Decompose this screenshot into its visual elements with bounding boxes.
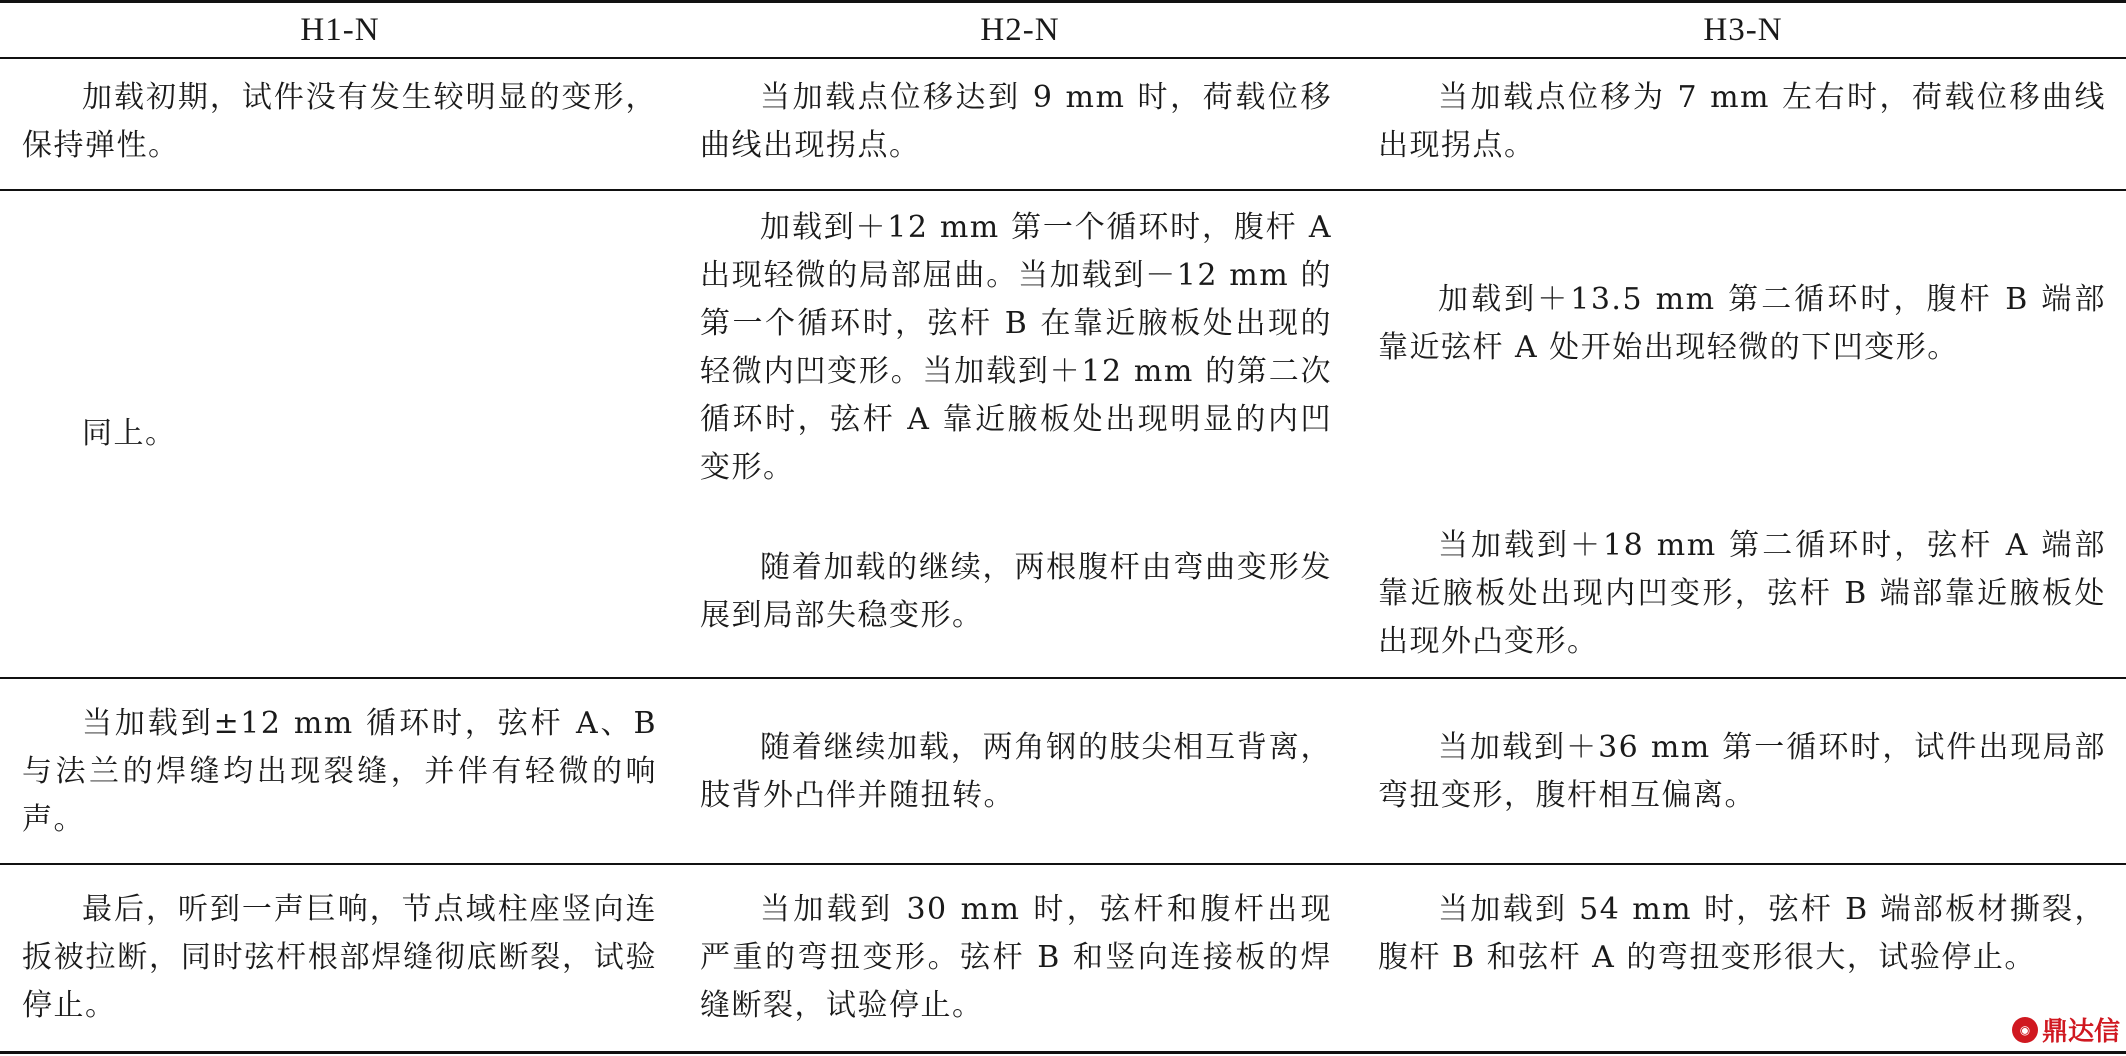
cell-paragraph: 加载到＋12 mm 第一个循环时，腹杆 A 出现轻微的局部屈曲。当加载到－12 mm 的第一个循环时，弦杆 B 在靠近腋板处出现的轻微内凹变形。当加载到＋12 mm 的第二次循环时，弦杆 A 靠近腋板处出现明显的内凹变形。 [700, 210, 1332, 485]
cell-paragraph: 当加载到±12 mm 循环时，弦杆 A、B 与法兰的焊缝均出现裂缝，并伴有轻微的响声。 [22, 706, 657, 837]
cell-paragraph: 当加载点位移为 7 mm 左右时，荷载位移曲线出现拐点。 [1378, 80, 2106, 163]
table-cell [700, 74, 1332, 170]
cell-paragraph: 随着加载的继续，两根腹杆由弯曲变形发展到局部失稳变形。 [700, 550, 1332, 633]
table-cell [700, 886, 1332, 1030]
cell-paragraph: 当加载到 30 mm 时，弦杆和腹杆出现严重的弯扭变形。弦杆 B 和竖向连接板的焊缝断裂，试验停止。 [700, 892, 1332, 1023]
column-header-h1: H1-N [300, 12, 380, 48]
watermark-logo [2012, 1011, 2120, 1048]
table-cell [1378, 276, 2106, 372]
column-header-h2: H2-N [980, 12, 1060, 48]
table-cell [700, 204, 1332, 492]
row-divider [0, 189, 2126, 191]
table-top-rule [0, 0, 2126, 3]
table-bottom-rule [0, 1051, 2126, 1054]
table-cell [1378, 886, 2106, 982]
cell-paragraph: 加载初期，试件没有发生较明显的变形，保持弹性。 [22, 80, 657, 163]
table-cell [22, 410, 657, 458]
cell-paragraph: 同上。 [82, 416, 177, 451]
cell-paragraph: 当加载到 54 mm 时，弦杆 B 端部板材撕裂，腹杆 B 和弦杆 A 的弯扭变形很大，试验停止。 [1378, 892, 2106, 975]
cell-paragraph: 随着继续加载，两角钢的肢尖相互背离，肢背外凸伴并随扭转。 [700, 730, 1332, 813]
cell-paragraph: 最后，听到一声巨响，节点域柱座竖向连扳被拉断，同时弦杆根部焊缝彻底断裂，试验停止。 [22, 892, 657, 1023]
table-cell [1378, 724, 2106, 820]
table-cell [700, 544, 1332, 640]
watermark-text: 鼎达信 [2041, 1017, 2120, 1047]
table-cell [22, 886, 657, 1030]
logo-mark-icon: ◉ [2012, 1017, 2038, 1043]
column-header-h3: H3-N [1703, 12, 1783, 48]
cell-paragraph: 加载到＋13.5 mm 第二循环时，腹杆 B 端部靠近弦杆 A 处开始出现轻微的下凹变形。 [1378, 282, 2106, 365]
table-cell [22, 74, 657, 170]
row-divider [0, 863, 2126, 865]
header-bottom-rule [0, 57, 2126, 59]
table-cell [1378, 522, 2106, 666]
row-divider [0, 677, 2126, 679]
cell-paragraph: 当加载点位移达到 9 mm 时，荷载位移曲线出现拐点。 [700, 80, 1332, 163]
cell-paragraph: 当加载到＋18 mm 第二循环时，弦杆 A 端部靠近腋板处出现内凹变形，弦杆 B 端部靠近腋板处出现外凸变形。 [1378, 528, 2106, 659]
cell-paragraph: 当加载到＋36 mm 第一循环时，试件出现局部弯扭变形，腹杆相互偏离。 [1378, 730, 2106, 813]
table-cell [1378, 74, 2106, 170]
table-cell [700, 724, 1332, 820]
table-cell [22, 700, 657, 844]
